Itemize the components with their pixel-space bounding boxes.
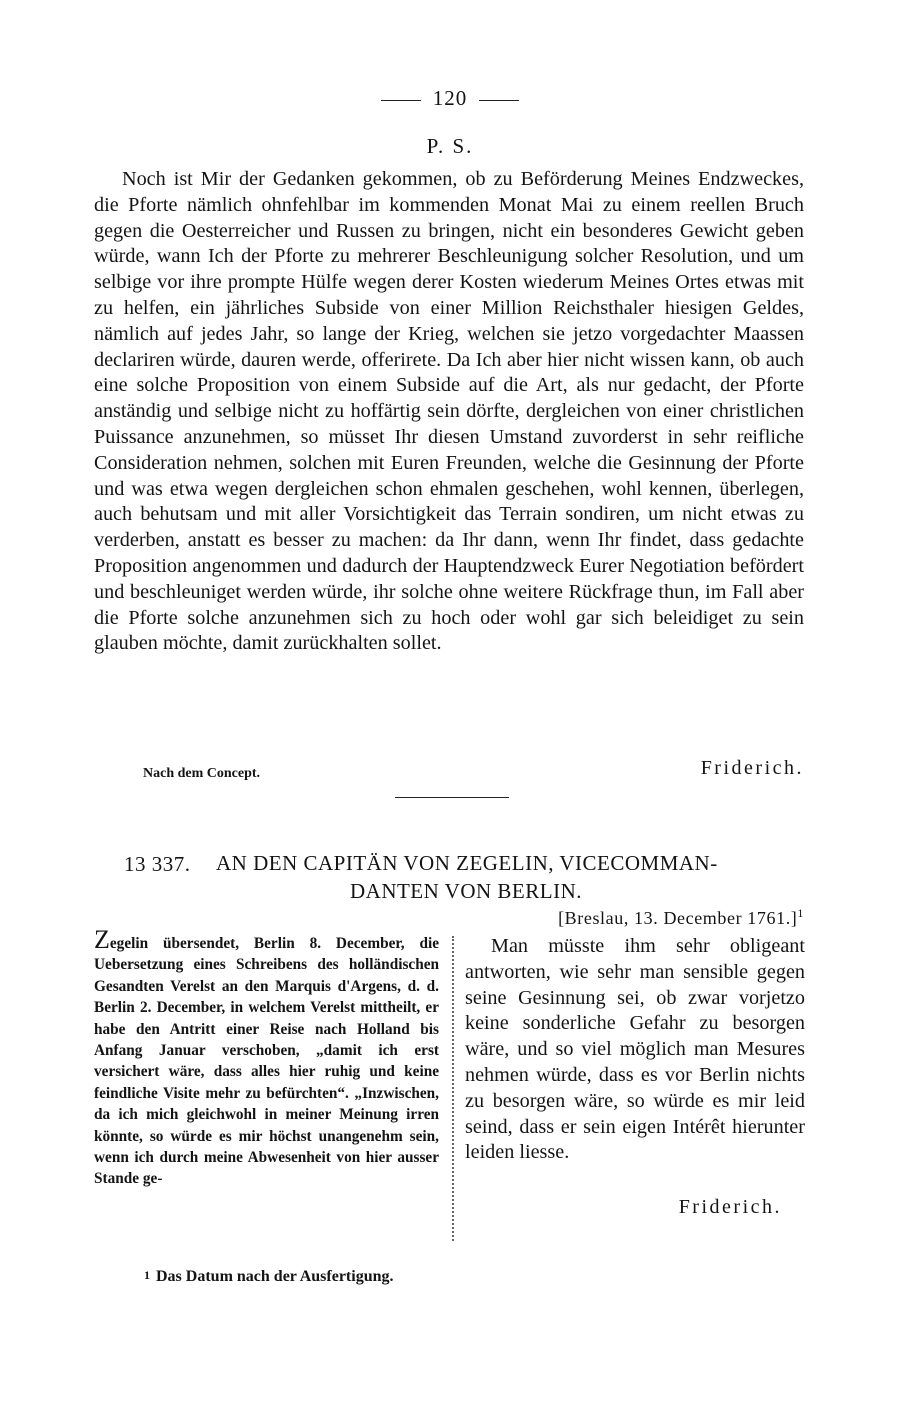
letter-heading-line2: DANTEN VON BERLIN. [349, 879, 582, 903]
dateline-text: [Breslau, 13. December 1761.] [558, 908, 798, 928]
letter-number: 13 337. [124, 852, 191, 876]
source-note: Nach dem Concept. [143, 766, 261, 781]
summary-initial: Z [94, 925, 110, 954]
footnote [144, 1268, 394, 1286]
footnote-mark: 1 [144, 1268, 150, 1282]
dateline-footnote-mark: 1 [797, 906, 804, 920]
letter-heading [216, 849, 796, 905]
section-divider [395, 797, 509, 798]
signature: Friderich. [700, 757, 804, 779]
dateline [558, 906, 804, 929]
postscript-paragraph: Noch ist Mir der Gedanken gekommen, ob zu Beförderung Meines Endzweckes, die Pforte nämlich ohnfehlbar im kommenden Monat Mai zu einem reellen Bruch gegen die Oesterreicher und Russen zu bringen, nicht ein besonderes Gewicht geben würde, wann Ich der Pforte zu mehrerer Beschleunigung solcher Resolution, und um selbige vor ihre prompte Hülfe wegen derer Kosten wiederum Meines Ortes etwas mit zu helfen, ein jährliches Subside von einer Million Reichsthaler hiesigen Geldes, nämlich auf jedes Jahr, so lange der Krieg, welchen sie jetzo vorgedachter Maassen declariren würde, dauren werde, offerirete. Da Ich aber hier nicht wissen kann, ob auch eine solche Proposition von einem Subside auf die Art, als nur gedacht, der Pforte anständig und selbige nicht zu hoffärtig sein dörfte, dergleichen von einer christlichen Puissance anzunehmen, so müsset Ihr diesen Umstand zuvorderst in sehr reifliche Consideration nehmen, solchen mit Euren Freunden, welche die Gesinnung der Pforte und was etwa wegen dergleichen schon ehmalen geschehen, wohl kennen, überlegen, auch behutsam und mit aller Vorsichtigkeit das Terrain sondiren, um nicht etwas zu verderben, anstatt es besser zu machen: da Ihr dann, wenn Ihr findet, dass gedachte Proposition angenommen und dadurch der Hauptendzweck Eurer Negotiation befördert und beschleuniget werden würde, ihr solche ohne weitere Rückfrage thun, im Fall aber die Pforte solche anzunehmen sich zu hoch oder wohl gar sich beleidiget zu sein glauben möchte, damit zurückhalten sollet. [94, 168, 804, 655]
footnote-text: Das Datum nach der Ausfertigung. [156, 1268, 394, 1285]
reply-signature: Friderich. [678, 1196, 782, 1218]
column-divider [452, 936, 454, 1241]
reply-column [465, 934, 805, 1166]
header-rule-left [381, 100, 421, 101]
summary-text: egelin übersendet, Berlin 8. December, die Uebersetzung eines Schreibens des holländischen Gesandten Verelst an den Marquis d'Argens, d. d. Berlin 2. December, in welchem Verelst mittheilt, er habe den Antritt einer Reise nach Holland bis Anfang Januar verschoben, „damit ich erst versichert wäre, dass alles hier ruhig und keine feindliche Visite mehr zu befürchten“. „Inzwischen, da ich mich gleichwohl in meiner Meinung irren könnte, so würde es mir höchst unangenehm sein, wenn ich durch meine Abwesenheit von hier ausser Stande ge- [94, 935, 439, 1188]
postscript-title: P. S. [426, 134, 474, 158]
page-header [0, 86, 900, 111]
postscript-body [94, 167, 804, 657]
page-number: 120 [432, 86, 468, 110]
letter-heading-line1: AN DEN CAPITÄN VON ZEGELIN, VICECOMMAN- [216, 851, 718, 875]
summary-column [94, 925, 439, 1190]
header-rule-right [479, 100, 519, 101]
reply-text: Man müsste ihm sehr obligeant antworten, wie sehr man sensible gegen seine Gesinnung sei, ob zwar vorjetzo keine sonderliche Gefahr zu besorgen wäre, und so viel möglich man Mesures nehmen würde, dass es vor Berlin nichts zu besorgen wäre, so würde es mir leid seind, dass er sein eigen Intérêt hierunter leiden liesse. [465, 935, 805, 1164]
